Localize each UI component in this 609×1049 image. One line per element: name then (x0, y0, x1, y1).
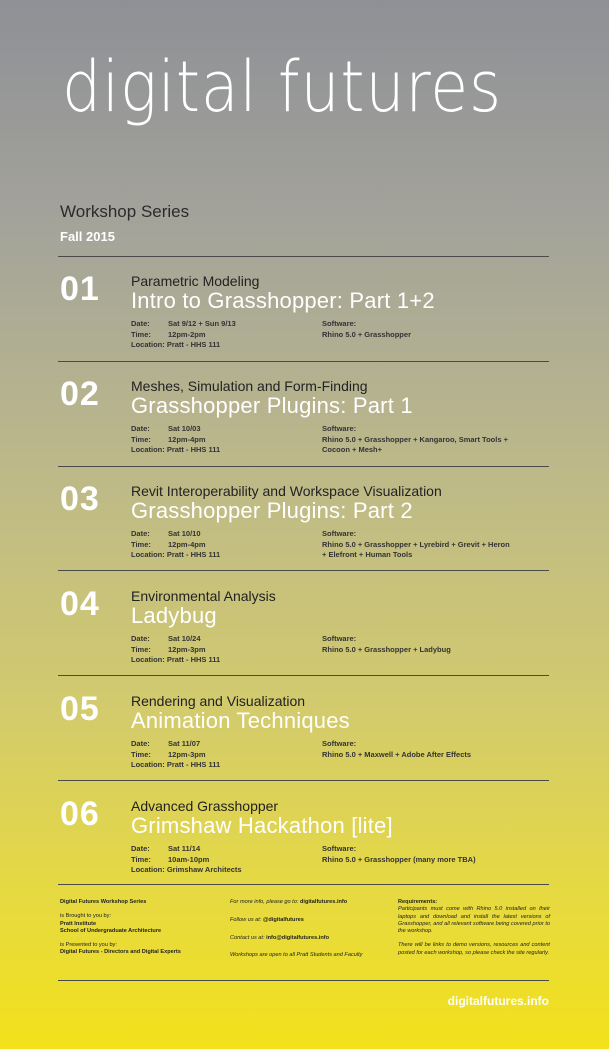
footer-open-text: Workshops are open to all Pratt Students and Faculty (230, 952, 363, 959)
time-label: Time: (131, 644, 151, 654)
workshop-subtitle: Rendering and Visualization (131, 693, 306, 709)
footer-org-school: School of Undergraduate Architecture (60, 927, 162, 934)
date-label: Date: (131, 424, 150, 433)
software-info (322, 424, 512, 456)
poster-title: digital futures (62, 46, 502, 128)
date-value: Sat 9/12 + Sun 9/13 (168, 319, 236, 328)
divider (58, 256, 549, 257)
time-value: 10am-10pm (168, 854, 210, 864)
time-label: Time: (131, 854, 151, 864)
workshop-subtitle: Advanced Grasshopper (131, 798, 279, 814)
software-info (322, 319, 512, 340)
software-info (322, 529, 512, 561)
location-value: Location: Pratt - HHS 111 (131, 655, 221, 664)
workshop-item-05 (58, 678, 549, 782)
footer-info-text: For more info, please go to: (230, 899, 299, 905)
software-info (322, 634, 512, 655)
workshop-title: Grimshaw Hackathon [lite] (131, 813, 393, 838)
workshop-details (131, 529, 220, 561)
workshop-number: 04 (60, 585, 100, 623)
workshop-details (131, 319, 236, 351)
divider (58, 466, 549, 467)
date-label: Date: (131, 529, 150, 538)
series-heading: Workshop Series (60, 202, 190, 221)
date-value: Sat 11/07 (168, 739, 201, 748)
workshop-number: 06 (60, 795, 100, 833)
workshop-subtitle: Parametric Modeling (131, 273, 260, 289)
software-label: Software: (322, 739, 357, 748)
time-label: Time: (131, 749, 151, 759)
workshop-item-01 (58, 258, 549, 362)
workshop-item-03 (58, 468, 549, 572)
workshop-details (131, 634, 220, 666)
time-value: 12pm-3pm (168, 749, 206, 759)
workshop-details (131, 424, 220, 456)
divider (58, 361, 549, 362)
software-value: Rhino 5.0 + Grasshopper (many more TBA) (322, 854, 476, 864)
workshop-number: 03 (60, 480, 100, 518)
software-value: Rhino 5.0 + Grasshopper + Ladybug (322, 644, 451, 654)
location-value: Location: Grimshaw Architects (131, 865, 242, 874)
footer-requirements (398, 899, 550, 964)
time-value: 12pm-3pm (168, 644, 206, 654)
date-value: Sat 10/24 (168, 634, 201, 643)
date-value: Sat 11/14 (168, 844, 201, 853)
time-label: Time: (131, 434, 151, 444)
workshop-number: 05 (60, 690, 100, 728)
workshop-subtitle: Meshes, Simulation and Form-Finding (131, 378, 368, 394)
time-value: 12pm-4pm (168, 434, 206, 444)
workshop-subtitle: Environmental Analysis (131, 588, 276, 604)
footer-credits (60, 899, 210, 964)
workshop-title: Grasshopper Plugins: Part 1 (131, 393, 413, 418)
date-label: Date: (131, 844, 150, 853)
workshop-item-04 (58, 573, 549, 677)
software-label: Software: (322, 529, 357, 538)
footer-brought-label: is Brought to you by: (60, 913, 111, 920)
workshop-number: 01 (60, 270, 100, 308)
footer-follow-text: Follow us at: (230, 916, 262, 923)
footer-series-title: Digital Futures Workshop Series (60, 899, 147, 905)
footer-info-link[interactable]: digitalfutures.info (299, 899, 348, 905)
software-value: Rhino 5.0 + Maxwell + Adobe After Effects (322, 749, 472, 759)
workshop-title: Intro to Grasshopper: Part 1+2 (131, 288, 435, 313)
workshop-title: Ladybug (131, 603, 217, 628)
time-label: Time: (131, 329, 151, 339)
workshop-details (131, 844, 242, 876)
website-link[interactable]: digitalfutures.info (447, 994, 549, 1008)
date-label: Date: (131, 319, 150, 328)
season-label: Fall 2015 (60, 229, 115, 244)
software-value: Rhino 5.0 + Grasshopper (322, 329, 411, 339)
software-info (322, 739, 512, 760)
software-value: Rhino 5.0 + Grasshopper + Lyrebird + Grevit + Heron + Elefront + Human Tools (322, 539, 510, 559)
time-value: 12pm-2pm (168, 329, 206, 339)
divider (58, 980, 549, 981)
software-info (322, 844, 512, 865)
divider (58, 884, 549, 885)
workshop-subtitle: Revit Interoperability and Workspace Visualization (131, 483, 442, 499)
time-label: Time: (131, 539, 151, 549)
workshop-title: Grasshopper Plugins: Part 2 (131, 498, 413, 523)
workshop-details (131, 739, 220, 771)
workshop-item-02 (58, 363, 549, 467)
footer-contact-text: Contact us at: (230, 934, 265, 941)
footer-contact-email[interactable]: info@digitalfutures.info (266, 934, 330, 941)
footer-req-title: Requirements: (398, 899, 438, 905)
workshop-title: Animation Techniques (131, 708, 350, 733)
workshop-item-06 (58, 783, 549, 887)
date-value: Sat 10/10 (168, 529, 201, 538)
footer-links-text: There will be links to demo versions, resources and content posted for each workshop, so please check the site regularly. (398, 942, 550, 956)
footer-presented-label: is Presented to you by: (60, 942, 117, 949)
software-label: Software: (322, 319, 357, 328)
software-label: Software: (322, 844, 357, 853)
workshop-number: 02 (60, 375, 100, 413)
footer-presenters: Digital Futures - Directors and Digital Experts (60, 949, 181, 956)
divider (58, 570, 549, 571)
date-value: Sat 10/03 (168, 424, 201, 433)
date-label: Date: (131, 634, 150, 643)
location-value: Location: Pratt - HHS 111 (131, 445, 221, 454)
location-value: Location: Pratt - HHS 111 (131, 340, 221, 349)
location-value: Location: Pratt - HHS 111 (131, 550, 221, 559)
divider (58, 780, 549, 781)
footer-req-text: Participants must come with Rhino 5.0 installed on their laptops and download and install the latest versions of Grasshopper, and all relevant software being covered prior to the workshop. (398, 906, 550, 935)
footer-follow-handle[interactable]: @digitalfutures (262, 916, 304, 923)
time-value: 12pm-4pm (168, 539, 206, 549)
software-label: Software: (322, 634, 357, 643)
footer-org-pratt: Pratt Institute (60, 920, 97, 927)
date-label: Date: (131, 739, 150, 748)
divider (58, 675, 549, 676)
footer-contact (230, 899, 380, 970)
software-value: Rhino 5.0 + Grasshopper + Kangaroo, Smart Tools + Cocoon + Mesh+ (322, 434, 508, 454)
location-value: Location: Pratt - HHS 111 (131, 760, 221, 769)
software-label: Software: (322, 424, 357, 433)
